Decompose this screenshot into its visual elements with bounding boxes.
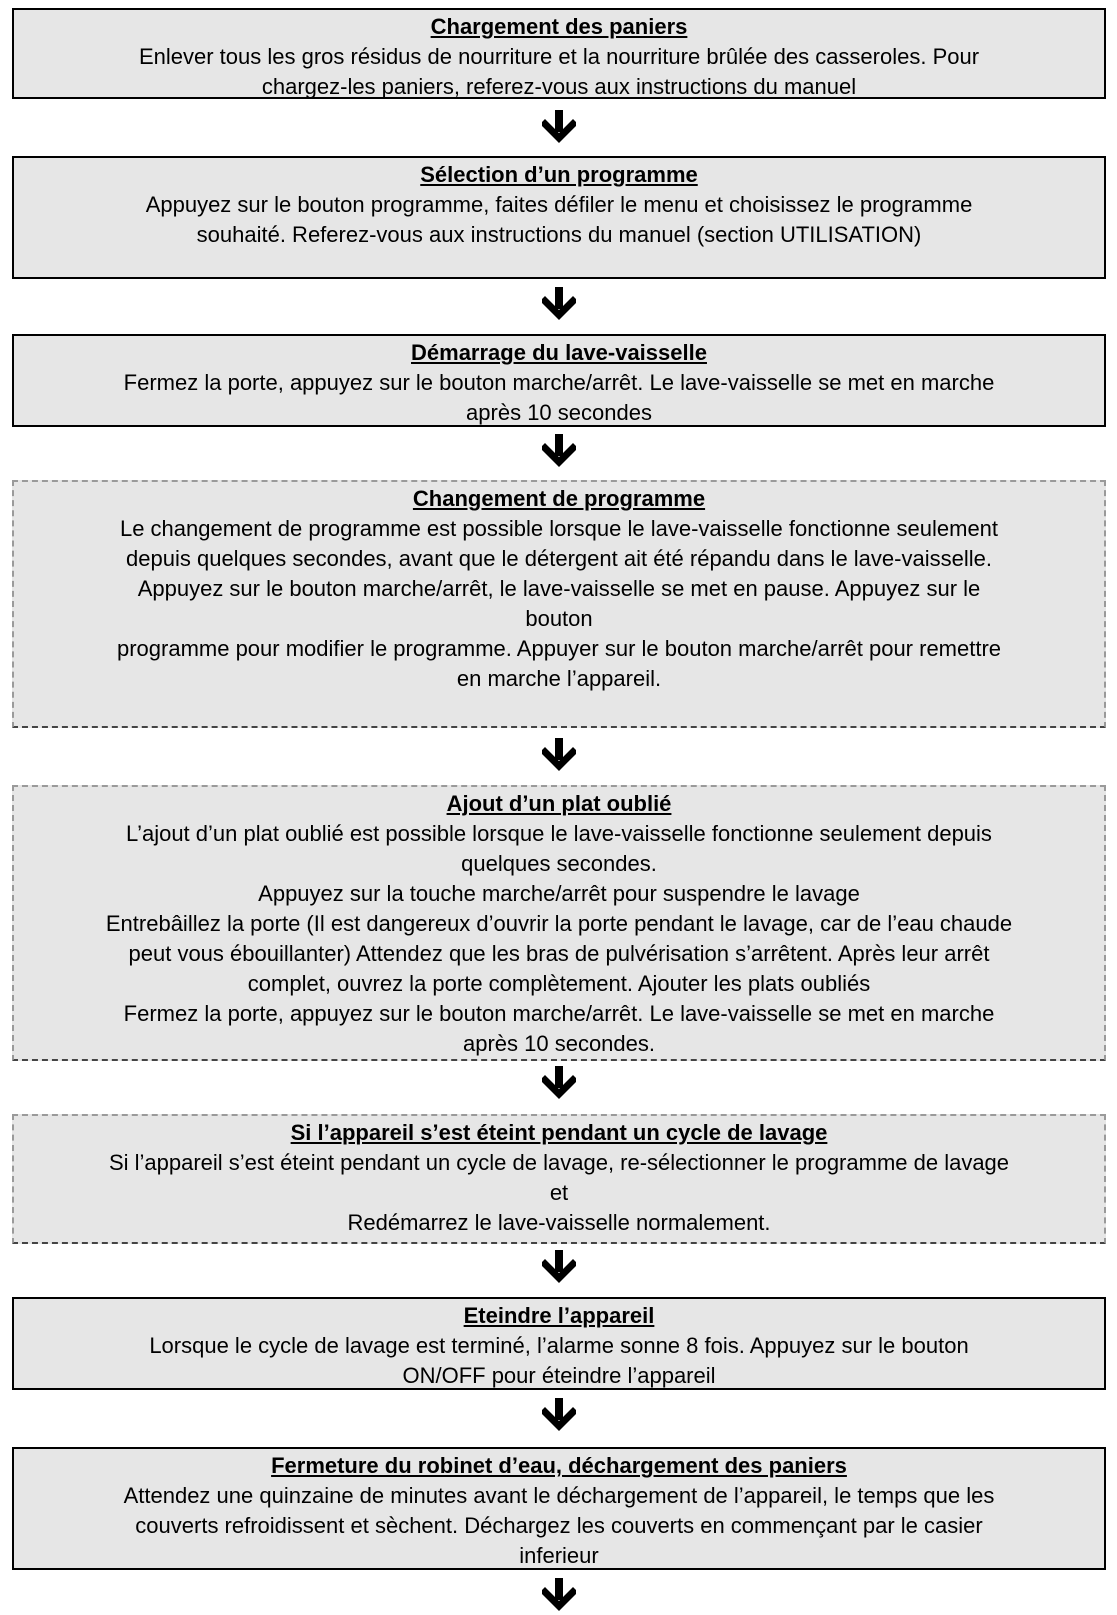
arrow-down-icon	[542, 1066, 576, 1100]
step-text: Appuyez sur le bouton programme, faites défiler le menu et choisissez le programme	[145, 192, 973, 217]
step-title: Sélection d’un programme	[420, 162, 698, 187]
step-text: chargez-les paniers, referez-vous aux instructions du manuel	[261, 74, 857, 99]
step-text: bouton	[525, 606, 593, 631]
step-title: Démarrage du lave-vaisselle	[411, 340, 707, 365]
step-text: inferieur	[519, 1543, 599, 1568]
step-text: complet, ouvrez la porte complètement. Ajouter les plats oubliés	[247, 971, 871, 996]
step-demarrage	[12, 334, 1106, 427]
step-text: et	[549, 1180, 569, 1205]
arrow-down-icon	[542, 738, 576, 772]
step-text: Lorsque le cycle de lavage est terminé, l’alarme sonne 8 fois. Appuyez sur le bouton	[149, 1333, 969, 1358]
step-text: Appuyez sur le bouton marche/arrêt, le lave-vaisselle se met en pause. Appuyez sur le	[137, 576, 981, 601]
step-text: souhaité. Referez-vous aux instructions du manuel (section UTILISATION)	[196, 222, 922, 247]
step-text: Appuyez sur la touche marche/arrêt pour suspendre le lavage	[258, 881, 860, 906]
step-title: Chargement des paniers	[430, 14, 688, 39]
step-changement-programme	[12, 480, 1106, 728]
arrow-down-icon	[542, 434, 576, 468]
step-eteindre-appareil	[12, 1297, 1106, 1390]
step-appareil-eteint	[12, 1114, 1106, 1244]
step-selection-programme	[12, 156, 1106, 279]
arrow-down-icon	[542, 110, 576, 144]
step-text: après 10 secondes	[466, 400, 652, 425]
step-text: Si l’appareil s’est éteint pendant un cycle de lavage, re-sélectionner le programme de lavage	[108, 1150, 1010, 1175]
arrow-down-icon	[542, 1578, 576, 1612]
step-fermeture-robinet	[12, 1447, 1106, 1570]
step-title: Fermeture du robinet d’eau, déchargement des paniers	[271, 1453, 847, 1478]
step-text: en marche l’appareil.	[456, 666, 662, 691]
arrow-down-icon	[542, 1250, 576, 1284]
arrow-down-icon	[542, 1398, 576, 1432]
step-text: programme pour modifier le programme. Appuyer sur le bouton marche/arrêt pour remettre	[116, 636, 1002, 661]
step-title: Si l’appareil s’est éteint pendant un cycle de lavage	[290, 1120, 828, 1145]
step-text: peut vous ébouillanter) Attendez que les bras de pulvérisation s’arrêtent. Après leur arrêt	[128, 941, 990, 966]
step-title: Ajout d’un plat oublié	[446, 791, 672, 816]
step-text: Attendez une quinzaine de minutes avant le déchargement de l’appareil, le temps que les	[123, 1483, 995, 1508]
step-text: ON/OFF pour éteindre l’appareil	[402, 1363, 716, 1388]
step-text: couverts refroidissent et sèchent. Déchargez les couverts en commençant par le casier	[135, 1513, 983, 1538]
step-text: Redémarrez le lave-vaisselle normalement.	[347, 1210, 771, 1235]
step-text: après 10 secondes.	[462, 1031, 656, 1056]
step-text: Enlever tous les gros résidus de nourriture et la nourriture brûlée des casseroles. Pour	[138, 44, 980, 69]
step-text: Fermez la porte, appuyez sur le bouton marche/arrêt. Le lave-vaisselle se met en marche	[123, 370, 995, 395]
step-title: Changement de programme	[412, 486, 706, 511]
step-text: Le changement de programme est possible lorsque le lave-vaisselle fonctionne seulement	[119, 516, 999, 541]
step-text: depuis quelques secondes, avant que le détergent ait été répandu dans le lave-vaisselle.	[126, 546, 992, 571]
step-chargement-paniers	[12, 8, 1106, 99]
arrow-down-icon	[542, 287, 576, 321]
step-ajout-plat-oublie	[12, 785, 1106, 1061]
step-text: Entrebâillez la porte (Il est dangereux d’ouvrir la porte pendant le lavage, car de l’eau chaude	[105, 911, 1013, 936]
step-text: quelques secondes.	[461, 851, 657, 876]
step-title: Eteindre l’appareil	[463, 1303, 655, 1328]
step-text: L’ajout d’un plat oublié est possible lorsque le lave-vaisselle fonctionne seulement depuis	[126, 821, 992, 846]
step-text: Fermez la porte, appuyez sur le bouton marche/arrêt. Le lave-vaisselle se met en marche	[123, 1001, 995, 1026]
